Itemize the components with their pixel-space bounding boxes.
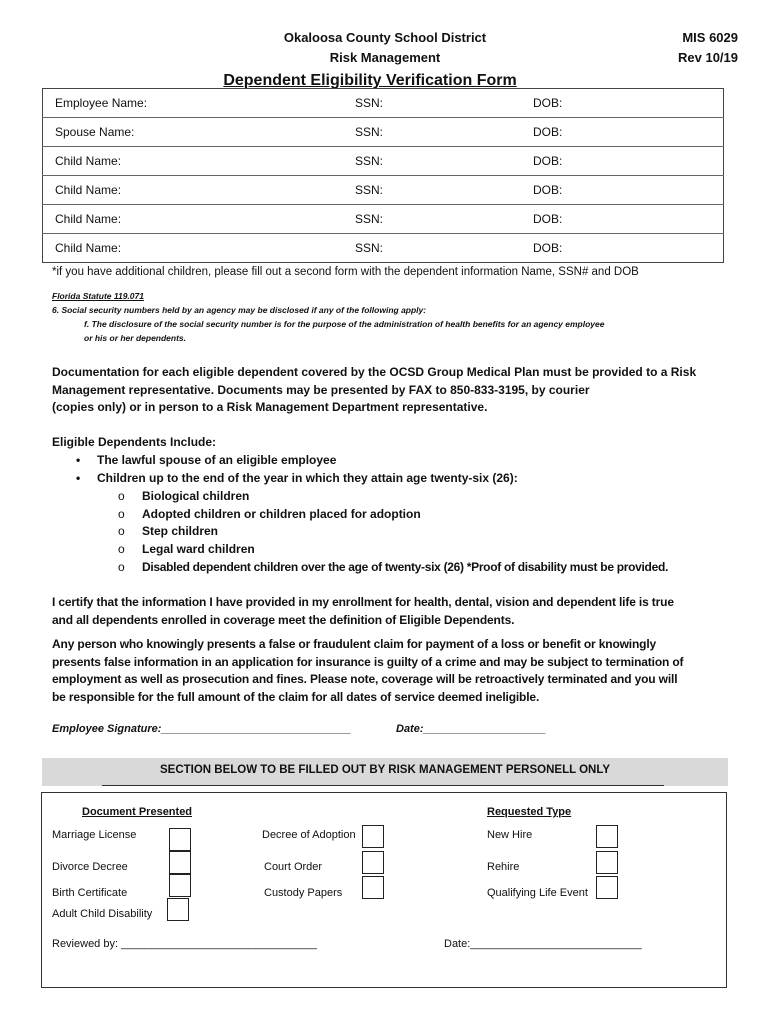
date-line[interactable]: ____________________ <box>423 723 546 735</box>
fraud-warning-paragraph <box>52 636 712 706</box>
court-order-label: Court Order <box>264 861 323 873</box>
divorce-decree-checkbox[interactable] <box>169 851 191 874</box>
dob-field[interactable]: DOB: <box>533 234 724 263</box>
child-name-field[interactable]: Child Name: <box>43 147 356 176</box>
eligible-sub-item: Legal ward children <box>142 542 255 556</box>
rehire-label: Rehire <box>487 861 520 873</box>
certify-paragraph <box>52 594 712 629</box>
bullet-dot: • <box>76 453 81 467</box>
dob-field[interactable]: DOB: <box>533 147 724 176</box>
child-name-field[interactable]: Child Name: <box>43 205 356 234</box>
risk-management-box <box>41 792 727 988</box>
decree-of-adoption-checkbox[interactable] <box>362 825 384 848</box>
ssn-field[interactable]: SSN: <box>355 96 384 110</box>
review-date-label: Date: <box>444 938 471 950</box>
marriage-license-checkbox[interactable] <box>169 828 191 851</box>
paragraph-line: Any person who knowingly presents a false or fraudulent claim for payment of a loss or benefit or knowingly <box>52 637 657 651</box>
district-name: Okaloosa County School District <box>283 30 487 45</box>
divorce-decree-label: Divorce Decree <box>52 861 128 873</box>
circle-bullet-icon: o <box>118 524 125 538</box>
employee-signature-field[interactable] <box>52 723 351 735</box>
form-title: Dependent Eligibility Verification Form <box>223 72 517 89</box>
rehire-checkbox[interactable] <box>596 851 618 874</box>
statute-line: or his or her dependents. <box>84 333 187 343</box>
paragraph-line: Management representative. Documents may be presented by FAX to 850-833-3195, by courier <box>52 382 590 397</box>
qualifying-life-event-checkbox[interactable] <box>596 876 618 899</box>
statute-line: 6. Social security numbers held by an agency may be disclosed if any of the following apply: <box>52 305 427 315</box>
child-name-field[interactable]: Child Name: <box>43 234 356 263</box>
additional-children-note: *if you have additional children, please fill out a second form with the dependent information Name, SSN# and DOB <box>52 266 639 278</box>
circle-bullet-icon: o <box>118 542 125 556</box>
signature-date-field[interactable] <box>396 723 546 735</box>
new-hire-label: New Hire <box>487 829 533 841</box>
risk-management-band-text: SECTION BELOW TO BE FILLED OUT BY RISK MANAGEMENT PERSONELL ONLY <box>159 764 611 776</box>
dob-field[interactable]: DOB: <box>533 205 724 234</box>
table-row <box>43 147 724 176</box>
child-name-field[interactable]: Child Name: <box>43 176 356 205</box>
paragraph-line: be responsible for the full amount of the claim for all dates of service deemed ineligible. <box>52 689 540 704</box>
custody-papers-label: Custody Papers <box>264 887 343 899</box>
dependent-info-table <box>42 88 724 263</box>
paragraph-line: presents false information in an application for insurance is guilty of a crime and may be subject to termination of <box>52 654 684 669</box>
table-row <box>43 89 724 118</box>
eligible-heading: Eligible Dependents Include: <box>52 435 217 449</box>
birth-certificate-label: Birth Certificate <box>52 887 128 899</box>
eligible-sub-item: Biological children <box>142 489 250 503</box>
table-row <box>43 205 724 234</box>
custody-papers-checkbox[interactable] <box>362 876 384 899</box>
paragraph-line: I certify that the information I have provided in my enrollment for health, dental, vision and dependent life is true <box>52 595 674 609</box>
reviewed-by-line[interactable]: ________________________________ <box>121 938 317 950</box>
eligible-sub-item: Step children <box>142 524 219 538</box>
divider <box>102 785 664 786</box>
eligible-bullet: Children up to the end of the year in which they attain age twenty-six (26): <box>97 471 518 485</box>
decree-of-adoption-label: Decree of Adoption <box>262 829 356 841</box>
dob-field[interactable]: DOB: <box>533 96 563 110</box>
eligible-sub-item: Adopted children or children placed for adoption <box>142 507 421 521</box>
court-order-checkbox[interactable] <box>362 851 384 874</box>
circle-bullet-icon: o <box>118 489 125 503</box>
paragraph-line: employment as well as prosecution and fines. Please note, coverage will be retroactively terminated and you will <box>52 672 678 686</box>
spouse-name-field[interactable]: Spouse Name: <box>43 118 356 147</box>
circle-bullet-icon: o <box>118 560 125 574</box>
review-date-line[interactable]: ____________________________ <box>470 938 642 950</box>
ssn-field[interactable]: SSN: <box>355 205 533 234</box>
dob-field[interactable]: DOB: <box>533 118 724 147</box>
qualifying-life-event-label: Qualifying Life Event <box>487 887 588 899</box>
form-revision: Rev 10/19 <box>678 50 738 65</box>
bullet-dot: • <box>76 471 81 485</box>
form-number: MIS 6029 <box>682 30 738 45</box>
statute-line: f. The disclosure of the social security number is for the purpose of the administration of health benefits for an agency employee <box>84 319 605 329</box>
requested-type-heading: Requested Type <box>487 806 572 818</box>
paragraph-line: and all dependents enrolled in coverage meet the definition of Eligible Dependents. <box>52 612 515 627</box>
ssn-field[interactable]: SSN: <box>355 176 533 205</box>
table-row <box>43 234 724 263</box>
ssn-field[interactable]: SSN: <box>355 147 533 176</box>
table-row <box>43 176 724 205</box>
adult-child-disability-label: Adult Child Disability <box>52 908 153 920</box>
department-name: Risk Management <box>329 50 441 65</box>
reviewed-by-field[interactable] <box>52 938 317 950</box>
paragraph-line: (copies only) or in person to a Risk Management Department representative. <box>52 400 488 414</box>
employee-name-field[interactable]: Employee Name: <box>55 96 148 110</box>
ssn-field[interactable]: SSN: <box>355 234 533 263</box>
eligible-bullet: The lawful spouse of an eligible employee <box>97 453 337 467</box>
statute-title: Florida Statute 119.071 <box>52 291 144 301</box>
circle-bullet-icon: o <box>118 507 125 521</box>
signature-label: Employee Signature: <box>52 723 162 735</box>
signature-line[interactable]: _______________________________ <box>161 723 352 735</box>
paragraph-line: Documentation for each eligible dependent covered by the OCSD Group Medical Plan must be provided to a Risk <box>52 365 697 379</box>
adult-child-disability-checkbox[interactable] <box>167 898 189 921</box>
ssn-field[interactable]: SSN: <box>355 118 533 147</box>
marriage-license-label: Marriage License <box>52 829 137 841</box>
birth-certificate-checkbox[interactable] <box>169 874 191 897</box>
new-hire-checkbox[interactable] <box>596 825 618 848</box>
reviewed-by-label: Reviewed by: <box>52 938 122 950</box>
eligible-sub-item: Disabled dependent children over the age of twenty-six (26) *Proof of disability must be provided. <box>142 560 669 574</box>
dob-field[interactable]: DOB: <box>533 176 724 205</box>
date-label: Date: <box>396 723 424 735</box>
document-presented-heading: Document Presented <box>82 806 193 818</box>
table-row <box>43 118 724 147</box>
review-date-field[interactable] <box>444 938 642 950</box>
documentation-paragraph <box>52 364 712 417</box>
